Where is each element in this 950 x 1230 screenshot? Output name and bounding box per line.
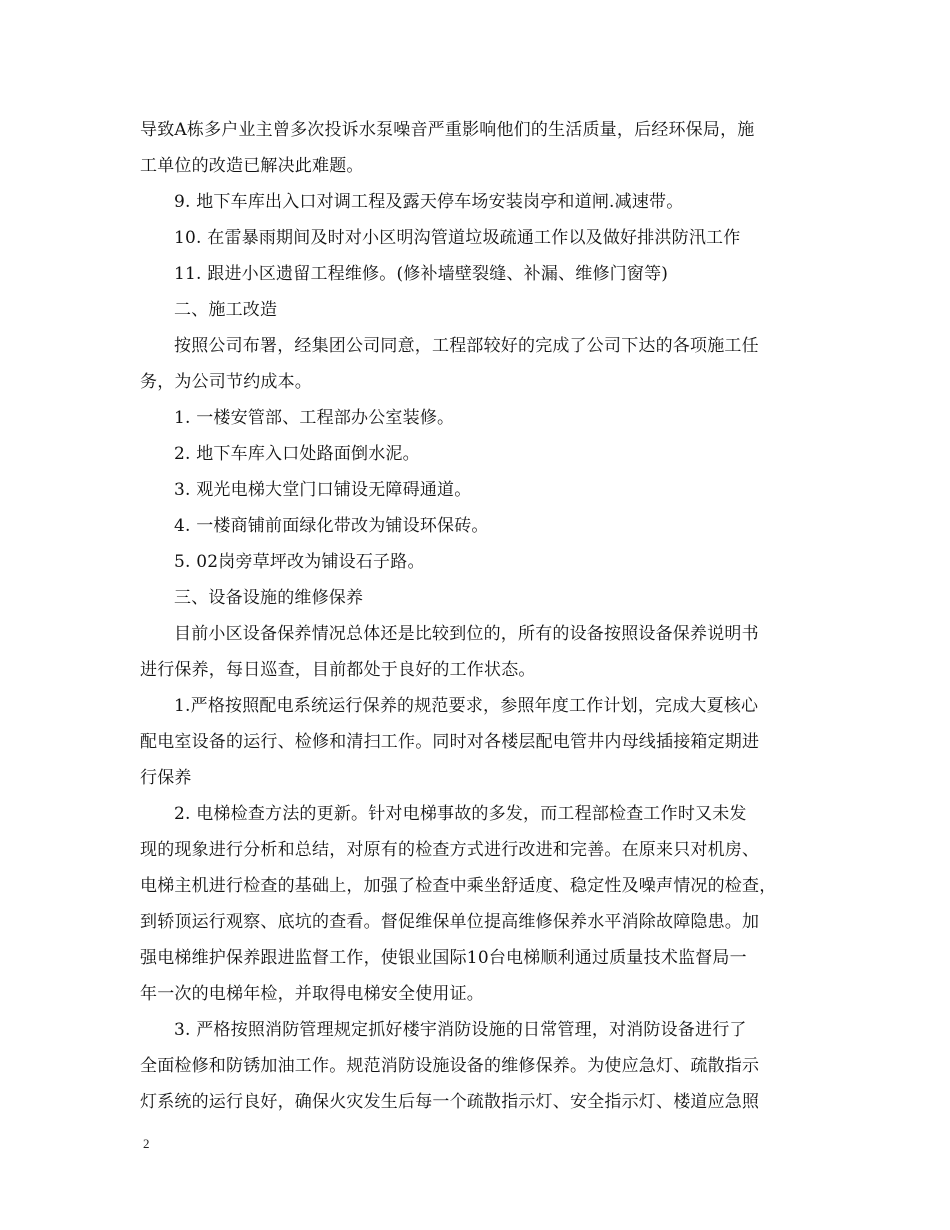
text-line: 二、施工改造	[174, 300, 278, 320]
text-line: 2. 电梯检查方法的更新。针对电梯事故的多发，而工程部检查工作时又未发	[174, 804, 747, 824]
text-line: 目前小区设备保养情况总体还是比较到位的，所有的设备按照设备保养说明书	[174, 624, 759, 644]
text-line: 强电梯维护保养跟进监督工作，使银业国际10台电梯顺利通过质量技术监督局一	[140, 948, 747, 968]
text-line: 三、设备设施的维修保养	[174, 588, 364, 608]
text-line: 行保养	[140, 768, 192, 788]
document-body	[140, 112, 830, 1120]
text-line: 进行保养，每日巡查，目前都处于良好的工作状态。	[140, 660, 536, 680]
text-line: 灯系统的运行良好，确保火灾发生后每一个疏散指示灯、安全指示灯、楼道应急照	[140, 1092, 760, 1112]
text-line: 按照公司布署，经集团公司同意，工程部较好的完成了公司下达的各项施工任	[174, 336, 759, 356]
text-line: 4. 一楼商铺前面绿化带改为铺设环保砖。	[174, 516, 489, 536]
text-line: 电梯主机进行检查的基础上，加强了检查中乘坐舒适度、稳定性及噪声情况的检查，	[140, 876, 777, 896]
text-line: 务，为公司节约成本。	[140, 372, 312, 392]
text-line: 3. 严格按照消防管理规定抓好楼宇消防设施的日常管理，对消防设备进行了	[174, 1020, 747, 1040]
text-line: 导致A栋多户业主曾多次投诉水泵噪音严重影响他们的生活质量，后经环保局，施	[140, 120, 755, 140]
text-line: 1. 一楼安管部、工程部办公室装修。	[174, 408, 455, 428]
text-line: 全面检修和防锈加油工作。规范消防设施设备的维修保养。为使应急灯、疏散指示	[140, 1056, 760, 1076]
text-line: 9. 地下车库出入口对调工程及露天停车场安装岗亭和道闸.减速带。	[174, 192, 684, 212]
text-line: 5. 02岗旁草坪改为铺设石子路。	[174, 552, 425, 572]
text-line: 到轿顶运行观察、底坑的查看。督促维保单位提高维修保养水平消除故障隐患。加	[140, 912, 760, 932]
text-line: 1.严格按照配电系统运行保养的规范要求，参照年度工作计划，完成大夏核心	[174, 696, 759, 716]
text-line: 现的现象进行分析和总结，对原有的检查方式进行改进和完善。在原来只对机房、	[140, 840, 760, 860]
page-number: 2	[143, 1136, 150, 1151]
text-line: 2. 地下车库入口处路面倒水泥。	[174, 444, 420, 464]
text-line: 3. 观光电梯大堂门口铺设无障碍通道。	[174, 480, 472, 500]
text-line: 11. 跟进小区遗留工程维修。(修补墙壁裂缝、补漏、维修门窗等)	[174, 264, 669, 284]
text-line: 工单位的改造已解决此难题。	[140, 156, 364, 176]
text-line: 10. 在雷暴雨期间及时对小区明沟管道垃圾疏通工作以及做好排洪防汛工作	[174, 228, 741, 248]
text-line: 配电室设备的运行、检修和清扫工作。同时对各楼层配电管井内母线插接箱定期进	[140, 732, 760, 752]
text-line: 年一次的电梯年检，并取得电梯安全使用证。	[140, 984, 484, 1004]
